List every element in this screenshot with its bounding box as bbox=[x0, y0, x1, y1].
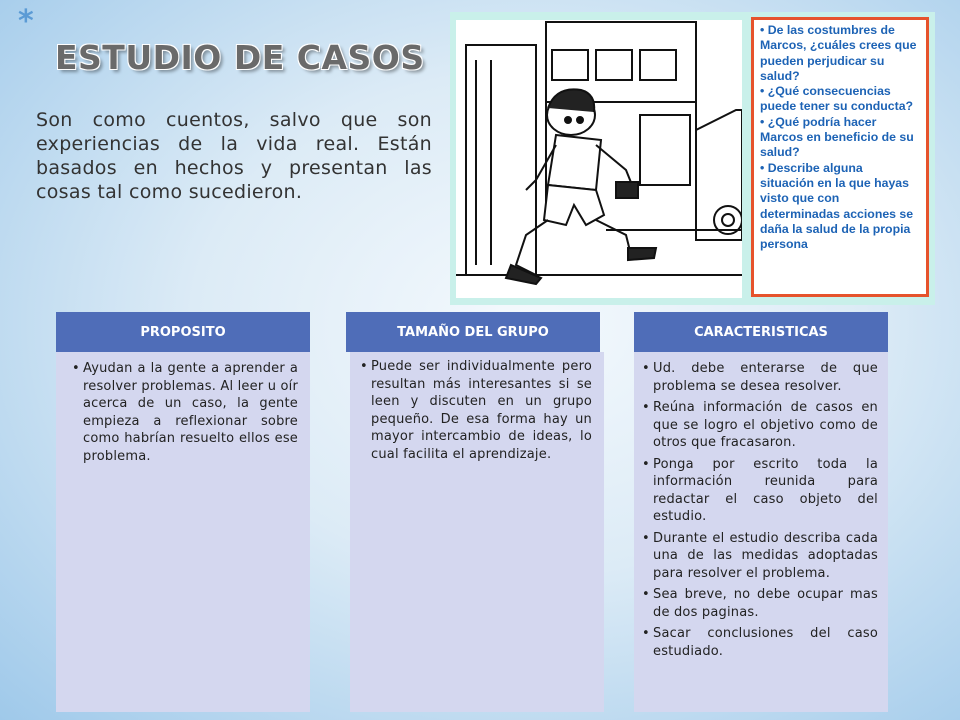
column-body-proposito bbox=[56, 352, 310, 712]
column-header-caracteristicas: CARACTERISTICAS bbox=[634, 312, 888, 352]
boy-torso bbox=[548, 135, 601, 190]
question-item: • ¿Qué consecuencias puede tener su conducta? bbox=[760, 84, 920, 115]
questions-box bbox=[751, 17, 929, 297]
intro-paragraph: Son como cuentos, salvo que son experiencias de la vida real. Están basados en hechos y presentan las cosas tal como sucedieron. bbox=[36, 109, 432, 203]
question-item: • ¿Qué podría hacer Marcos en beneficio de su salud? bbox=[760, 115, 920, 161]
cartoon-boy-running-illustration bbox=[456, 20, 742, 298]
list-item: • Ud. debe enterarse de que problema se desea resolver. bbox=[642, 360, 878, 395]
column-body-caracteristicas bbox=[634, 352, 888, 712]
cartoon-drawing bbox=[456, 20, 742, 298]
column-body-tamano-grupo bbox=[350, 352, 604, 712]
slide-title: ESTUDIO DE CASOS bbox=[55, 38, 425, 77]
column-header-proposito: PROPOSITO bbox=[56, 312, 310, 352]
question-item: • De las costumbres de Marcos, ¿cuáles crees que pueden perjudicar su salud? bbox=[760, 23, 920, 84]
list-item: • Puede ser individualmente pero resultan más interesantes si se leen y discuten en un grupo pequeño. De esa forma hay un mayor intercambio de ideas, lo cual facilita el aprendizaje. bbox=[360, 358, 592, 463]
decorative-star-icon: * bbox=[18, 4, 34, 39]
question-item: • Describe alguna situación en la que hayas visto que con determinadas acciones se daña la salud de la propia persona bbox=[760, 161, 920, 253]
list-item: • Sea breve, no debe ocupar mas de dos paginas. bbox=[642, 586, 878, 621]
illustration-panel bbox=[450, 12, 935, 305]
list-item: • Reúna información de casos en que se logro el objetivo como de otros que fracasaron. bbox=[642, 399, 878, 452]
list-item: • Ayudan a la gente a aprender a resolver problemas. Al leer u oír acerca de un caso, la gente empieza a reflexionar sobre como habrían resuelto ellos ese problema. bbox=[72, 360, 298, 465]
bus-shape bbox=[696, 110, 742, 240]
column-header-tamano-grupo: TAMAÑO DEL GRUPO bbox=[346, 312, 600, 352]
list-item: • Ponga por escrito toda la información reunida para redactar el caso objeto del estudio. bbox=[642, 456, 878, 526]
list-item: • Durante el estudio describa cada una de las medidas adoptadas para resolver el problema. bbox=[642, 530, 878, 583]
list-item: • Sacar conclusiones del caso estudiado. bbox=[642, 625, 878, 660]
